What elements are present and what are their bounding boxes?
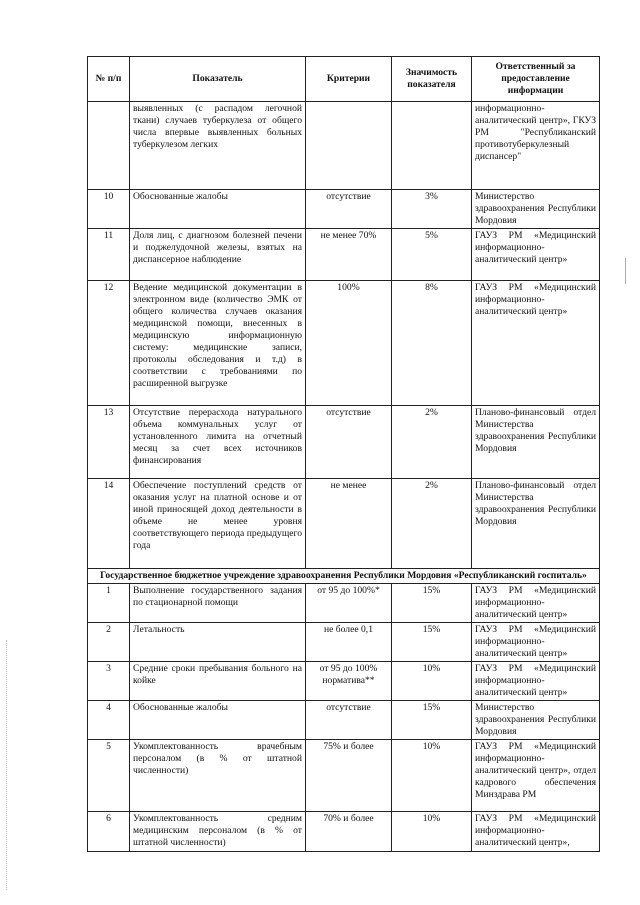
table-row	[88, 583, 600, 622]
row-responsible: Министерство здравоохранения Республики Мордовия	[472, 189, 600, 228]
row-significance: 2%	[392, 478, 472, 568]
row-num: 6	[88, 811, 130, 851]
row-indicator: Средние сроки пребывания больного на койке	[130, 661, 306, 700]
row-num: 14	[88, 478, 130, 568]
criteria-table	[87, 56, 600, 852]
row-significance: 15%	[392, 700, 472, 739]
row-significance	[392, 101, 472, 189]
row-indicator: Отсутствие перерасхода натурального объема коммунальных услуг от установленного лимита на отчетный месяц за счет всех источников финансирования	[130, 405, 306, 478]
row-responsible: ГАУЗ РМ «Медицинский информационно-аналитический центр»	[472, 228, 600, 280]
table-row	[88, 189, 600, 228]
row-num: 11	[88, 228, 130, 280]
row-responsible: ГАУЗ РМ «Медицинский информационно-аналитический центр»	[472, 583, 600, 622]
table-row	[88, 478, 600, 568]
row-num: 10	[88, 189, 130, 228]
row-indicator: выявленных (с распадом легочной ткани) случаев туберкулеза от общего числа впервые выявленных больных туберкулезом легких	[130, 101, 306, 189]
row-num	[88, 101, 130, 189]
table-row	[88, 739, 600, 811]
row-criteria: отсутствие	[306, 189, 392, 228]
row-criteria: 75% и более	[306, 739, 392, 811]
row-significance: 3%	[392, 189, 472, 228]
row-num: 3	[88, 661, 130, 700]
row-indicator: Выполнение государственного задания по стационарной помощи	[130, 583, 306, 622]
row-indicator: Обеспечение поступлений средств от оказания услуг на платной основе и от иной приносящей доход деятельности в объеме не менее уровня соответствующего периода предыдущего года	[130, 478, 306, 568]
table-row	[88, 280, 600, 405]
row-responsible: Планово-финансовый отдел Министерства здравоохранения Республики Мордовия	[472, 478, 600, 568]
row-criteria: не менее	[306, 478, 392, 568]
row-criteria: 70% и более	[306, 811, 392, 851]
table-row	[88, 622, 600, 661]
row-significance: 10%	[392, 739, 472, 811]
table-row	[88, 228, 600, 280]
row-indicator: Обоснованные жалобы	[130, 700, 306, 739]
row-significance: 15%	[392, 583, 472, 622]
row-indicator: Доля лиц, с диагнозом болезней печени и поджелудочной железы, взятых на диспансерное наблюдение	[130, 228, 306, 280]
row-num: 1	[88, 583, 130, 622]
scan-margin-mark	[6, 640, 9, 890]
row-criteria: отсутствие	[306, 700, 392, 739]
row-criteria	[306, 101, 392, 189]
row-responsible: Министерство здравоохранения Республики Мордовия	[472, 700, 600, 739]
row-criteria: отсутствие	[306, 405, 392, 478]
row-responsible: ГАУЗ РМ «Медицинский информационно-аналитический центр»	[472, 622, 600, 661]
row-indicator: Укомплектованность врачебным персоналом (в % от штатной численности)	[130, 739, 306, 811]
header-responsible: Ответственный за предоставление информации	[472, 57, 600, 102]
row-num: 5	[88, 739, 130, 811]
table-row	[88, 661, 600, 700]
row-indicator: Укомплектованность средним медицинским персоналом (в % от штатной численности)	[130, 811, 306, 851]
header-indicator: Показатель	[130, 57, 306, 102]
table-row	[88, 405, 600, 478]
row-num: 2	[88, 622, 130, 661]
row-num: 4	[88, 700, 130, 739]
row-responsible: Планово-финансовый отдел Министерства здравоохранения Республики Мордовия	[472, 405, 600, 478]
row-significance: 8%	[392, 280, 472, 405]
row-responsible: информационно-аналитический центр», ГКУЗ РМ "Республиканский противотуберкулезный диспансер"	[472, 101, 600, 189]
row-significance: 2%	[392, 405, 472, 478]
row-num: 13	[88, 405, 130, 478]
table-row	[88, 700, 600, 739]
table-header-row	[88, 57, 600, 102]
header-significance: Значимость показателя	[392, 57, 472, 102]
row-num: 12	[88, 280, 130, 405]
table-row	[88, 811, 600, 851]
scan-edge-mark	[625, 258, 626, 284]
header-num: № п/п	[88, 57, 130, 102]
row-criteria: не более 0,1	[306, 622, 392, 661]
row-indicator: Ведение медицинской документации в электронном виде (количество ЭМК от общего количества случаев оказания медицинской помощи, внесенных в медицинскую информационную систему: медицинские записи, протоколы обследования и т.д) в соответствии с требованиями по расширенной выгрузке	[130, 280, 306, 405]
row-criteria: от 95 до 100% норматива**	[306, 661, 392, 700]
row-criteria: не менее 70%	[306, 228, 392, 280]
row-indicator: Обоснованные жалобы	[130, 189, 306, 228]
table-row	[88, 101, 600, 189]
row-responsible: ГАУЗ РМ «Медицинский информационно-аналитический центр», отдел кадрового обеспечения Минздрава РМ	[472, 739, 600, 811]
row-criteria: от 95 до 100%*	[306, 583, 392, 622]
row-significance: 10%	[392, 661, 472, 700]
section-row	[88, 568, 600, 583]
header-criteria: Критерии	[306, 57, 392, 102]
section-title: Государственное бюджетное учреждение здравоохранения Республики Мордовия «Республиканский госпиталь»	[88, 568, 600, 583]
row-indicator: Летальность	[130, 622, 306, 661]
row-significance: 5%	[392, 228, 472, 280]
row-significance: 10%	[392, 811, 472, 851]
row-responsible: ГАУЗ РМ «Медицинский информационно-аналитический центр»,	[472, 811, 600, 851]
row-criteria: 100%	[306, 280, 392, 405]
row-responsible: ГАУЗ РМ «Медицинский информационно-аналитический центр»	[472, 280, 600, 405]
row-responsible: ГАУЗ РМ «Медицинский информационно-аналитический центр»	[472, 661, 600, 700]
row-significance: 15%	[392, 622, 472, 661]
